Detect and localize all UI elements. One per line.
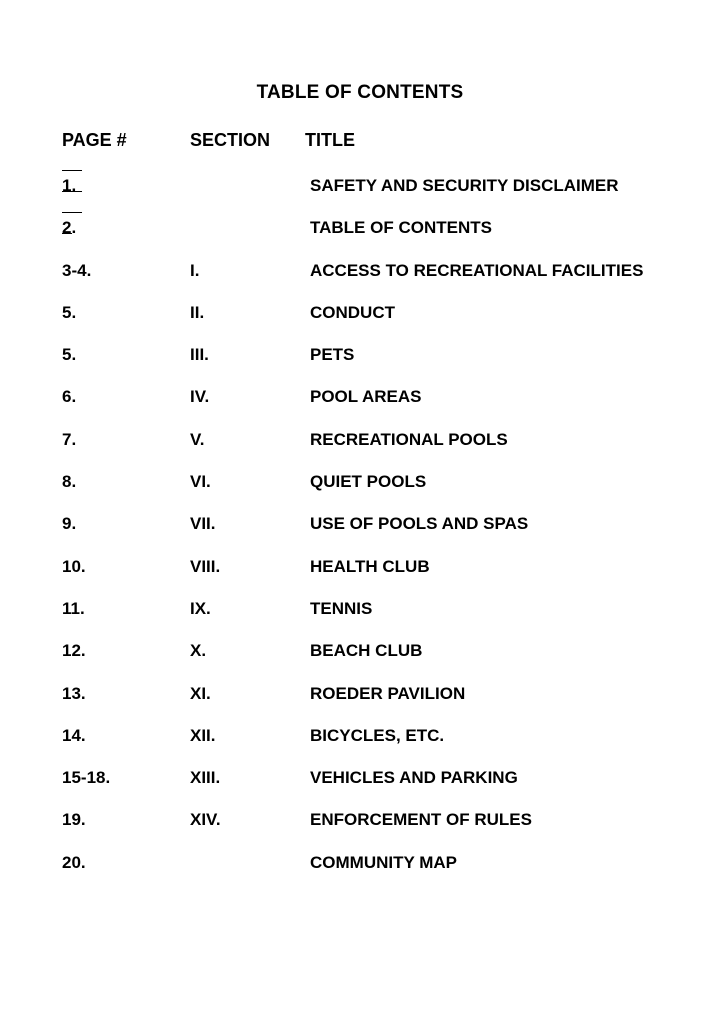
toc-entry-title: USE OF POOLS AND SPAS <box>310 514 529 534</box>
toc-entry-page: 10. <box>62 556 86 576</box>
toc-entry-page: 1. <box>62 176 77 195</box>
toc-entry-page: 13. <box>62 683 86 703</box>
column-header-page: PAGE # <box>62 130 127 150</box>
toc-list <box>62 176 702 895</box>
toc-entry <box>62 599 702 641</box>
toc-entry-page: 9. <box>62 514 77 534</box>
toc-entry-page: 3-4. <box>62 260 92 280</box>
toc-entry-title: ENFORCEMENT OF RULES <box>310 810 532 830</box>
page-title: TABLE OF CONTENTS <box>256 82 464 103</box>
toc-entry-title: TENNIS <box>310 598 373 618</box>
toc-entry-title: CONDUCT <box>310 302 395 322</box>
toc-entry-section: XI. <box>190 683 211 703</box>
toc-entry-page: 5. <box>62 302 77 322</box>
toc-entry <box>62 810 702 852</box>
toc-entry-page: 20. <box>62 852 86 872</box>
toc-entry <box>62 345 702 387</box>
column-header-section: SECTION <box>190 130 271 150</box>
toc-entry <box>62 641 702 683</box>
toc-entry-section: XIV. <box>190 810 221 830</box>
toc-entry-section: VIII. <box>190 556 221 576</box>
toc-entry <box>62 218 702 260</box>
toc-entry <box>62 261 702 303</box>
column-header-row <box>62 130 355 154</box>
toc-entry-title: BICYCLES, ETC. <box>310 725 445 745</box>
toc-entry-section: X. <box>190 641 207 661</box>
toc-entry-section: I. <box>190 260 200 280</box>
toc-entry <box>62 430 702 472</box>
toc-entry-page: 14. <box>62 725 86 745</box>
toc-entry-title: COMMUNITY MAP <box>310 852 458 872</box>
toc-entry <box>62 557 702 599</box>
toc-entry <box>62 303 702 345</box>
toc-entry-section: VII. <box>190 514 216 534</box>
toc-entry-title: VEHICLES AND PARKING <box>310 768 518 788</box>
toc-entry-title: BEACH CLUB <box>310 641 423 661</box>
toc-entry-section: IV. <box>190 387 210 407</box>
toc-entry-title: ACCESS TO RECREATIONAL FACILITIES <box>310 260 644 280</box>
toc-entry <box>62 768 702 810</box>
toc-entry <box>62 684 702 726</box>
toc-entry <box>62 176 702 218</box>
toc-entry-page: 2. <box>62 218 77 238</box>
toc-entry-page: 7. <box>62 429 77 449</box>
toc-entry-page: 11. <box>62 598 85 618</box>
toc-entry-section: V. <box>190 429 205 449</box>
toc-entry-section: II. <box>190 302 205 322</box>
toc-entry-title: SAFETY AND SECURITY DISCLAIMER <box>310 176 619 195</box>
toc-entry-section: III. <box>190 345 209 365</box>
toc-entry-section: XIII. <box>190 768 221 788</box>
toc-entry <box>62 514 702 556</box>
toc-entry <box>62 387 702 429</box>
toc-entry-section: XII. <box>190 725 216 745</box>
toc-entry-title: TABLE OF CONTENTS <box>310 218 492 238</box>
toc-entry-title: POOL AREAS <box>310 387 422 407</box>
toc-entry <box>62 853 702 895</box>
toc-entry <box>62 726 702 768</box>
toc-entry-title: QUIET POOLS <box>310 472 427 492</box>
column-header-title: TITLE <box>305 130 355 150</box>
toc-entry-page: 12. <box>62 641 86 661</box>
toc-entry-title: PETS <box>310 345 355 365</box>
toc-entry <box>62 472 702 514</box>
toc-entry-section: IX. <box>190 598 211 618</box>
toc-entry-title: ROEDER PAVILION <box>310 683 466 703</box>
toc-entry-page: 19. <box>62 810 86 830</box>
toc-entry-title: RECREATIONAL POOLS <box>310 429 508 449</box>
toc-entry-page: 6. <box>62 387 77 407</box>
toc-entry-page: 8. <box>62 472 77 492</box>
toc-entry-section: VI. <box>190 472 211 492</box>
toc-entry-page: 15-18. <box>62 768 111 788</box>
toc-entry-title: HEALTH CLUB <box>310 556 430 576</box>
toc-entry-page: 5. <box>62 345 77 365</box>
